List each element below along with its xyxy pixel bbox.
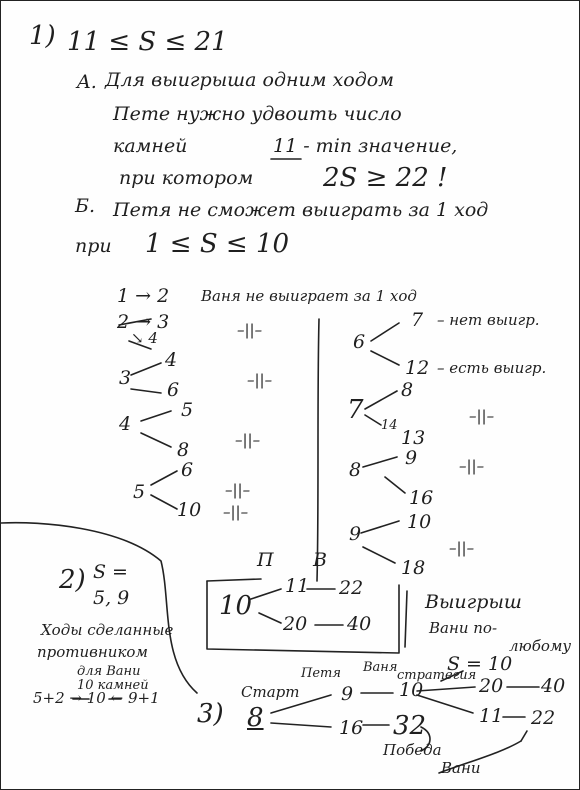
move-5c: 10 — [177, 499, 202, 521]
move-5a: 6 — [181, 459, 194, 481]
tree-col-v: В — [313, 549, 327, 571]
section-2-values: 5, 9 — [93, 587, 130, 609]
section-3-n20: 20 — [479, 675, 504, 697]
move-2b: ↘ 4 — [131, 329, 158, 347]
section-3-strategy: стратегия — [397, 668, 477, 683]
move-2a: 2 → 3 — [117, 311, 170, 333]
right-d3: 18 — [401, 557, 426, 579]
move-3-mark: –||– — [247, 371, 273, 389]
tree-n4: 40 — [347, 613, 372, 635]
move-3a: 4 — [165, 349, 178, 371]
move-3b: 3 — [119, 367, 132, 389]
move-5-mark-1: –||– — [225, 481, 251, 499]
section-3-number: 3) — [197, 699, 224, 729]
section-3-start-value: 8 — [247, 703, 264, 733]
section-3-n16: 16 — [339, 717, 364, 739]
section-3-n10: 10 — [399, 679, 424, 701]
part-a-line-2: Пете нужно удвоить число — [113, 103, 402, 125]
tree-n3: 20 — [283, 613, 308, 635]
tree-side-2: Вани по- — [429, 619, 498, 637]
section-3-s10: S = 10 — [447, 653, 513, 675]
right-d-mark: –||– — [449, 539, 475, 557]
right-c0: 13 — [401, 427, 426, 449]
section-2-note-3: для Вани — [77, 664, 141, 679]
part-b-line-2a: при — [75, 235, 112, 257]
part-a-line-3b: 11 - min значение, — [273, 135, 458, 157]
right-b1: 7 — [347, 395, 364, 425]
right-c1: 8 — [349, 459, 362, 481]
right-a2: 7 — [411, 309, 424, 331]
right-b3: 14 — [381, 418, 398, 433]
section-3-win-1: Победа — [383, 741, 442, 759]
section-2-note-2: противником — [37, 643, 148, 661]
section-2-number: 2) — [59, 565, 86, 595]
move-4b: 4 — [119, 413, 132, 435]
right-b-mark: –||– — [469, 407, 495, 425]
part-a-line-4b: 2S ≥ 22 ! — [323, 163, 448, 193]
section-1-range: 11 ≤ S ≤ 21 — [67, 27, 228, 57]
part-a-label: A. — [77, 71, 97, 93]
section-3-n40: 40 — [541, 675, 566, 697]
move-4a: 5 — [181, 399, 194, 421]
right-a3-note: – есть выигр. — [437, 359, 547, 377]
move-2-mark: –||– — [237, 321, 263, 339]
tree-n2: 22 — [339, 577, 364, 599]
part-b-label: Б. — [75, 195, 96, 217]
section-3-start-label: Старт — [241, 683, 300, 701]
section-3-n11: 11 — [479, 705, 504, 727]
section-1-number: 1) — [29, 21, 56, 51]
tree-col-p: П — [257, 549, 274, 571]
section-3-n22: 22 — [531, 707, 556, 729]
part-a-line-3a: камней — [113, 135, 188, 157]
move-1: 1 → 2 — [117, 285, 170, 307]
right-a3: 12 — [405, 357, 430, 379]
part-a-line-4a: при котором — [119, 167, 254, 189]
section-2-note-4: 10 камней — [77, 678, 149, 693]
tree-n1: 11 — [285, 575, 310, 597]
right-d2: 10 — [407, 511, 432, 533]
section-3-petya: Петя — [301, 666, 341, 681]
right-a2-note: – нет выигр. — [437, 311, 540, 329]
section-3-win-2: Вани — [441, 759, 481, 777]
right-d1: 9 — [349, 523, 362, 545]
section-2-s-eq: S = — [93, 561, 128, 583]
section-2-note-1: Ходы сделанные — [41, 621, 174, 639]
tree-root: 10 — [219, 591, 253, 621]
section-3-n32: 32 — [393, 711, 427, 741]
right-a1: 6 — [353, 331, 366, 353]
right-c-mark: –||– — [459, 457, 485, 475]
right-c3: 16 — [409, 487, 434, 509]
move-4c: 8 — [177, 439, 190, 461]
section-3-vanya: Ваня — [363, 660, 398, 675]
move-3c: 6 — [167, 379, 180, 401]
move-5b: 5 — [133, 481, 146, 503]
tree-side-1: Выигрыш — [425, 591, 522, 613]
right-b2: 8 — [401, 379, 414, 401]
part-a-line-1: Для выигрыша одним ходом — [105, 69, 394, 91]
move-4-mark: –||– — [235, 431, 261, 449]
part-b-line-2b: 1 ≤ S ≤ 10 — [145, 229, 290, 259]
part-b-line-1: Петя не сможет выиграть за 1 ход — [113, 199, 489, 221]
section-2-formula: 5+2 → 10 ← 9+1 — [33, 689, 160, 707]
move-5-mark-2: –||– — [223, 503, 249, 521]
tree-side-3: любому — [509, 637, 572, 655]
move-1-note: Ваня не выиграет за 1 ход — [201, 287, 417, 305]
section-3-n9: 9 — [341, 683, 354, 705]
right-c2: 9 — [405, 447, 418, 469]
